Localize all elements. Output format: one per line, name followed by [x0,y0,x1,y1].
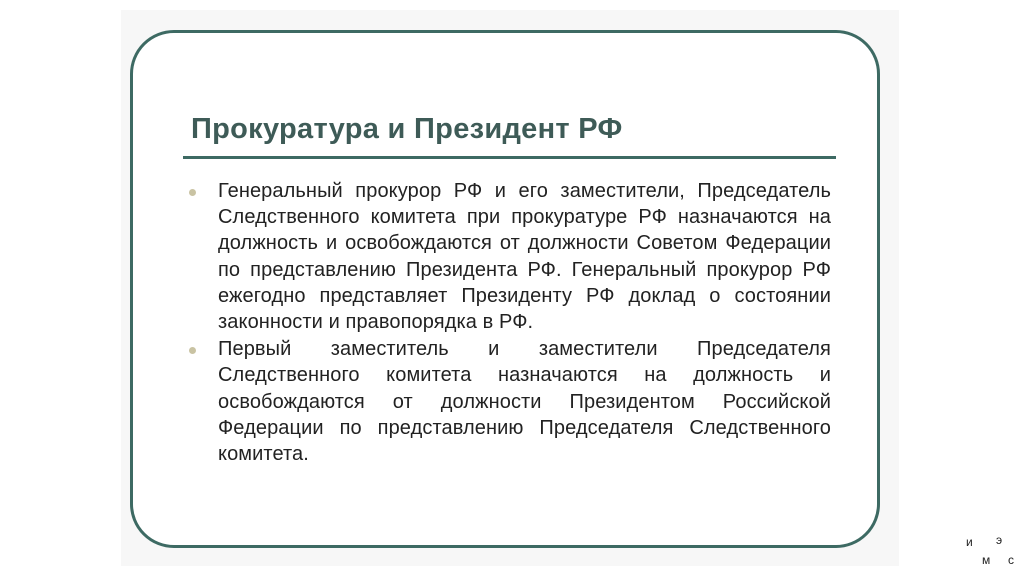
bullet-text: Первый заместитель и заместители Председателя Следственного комитета назначаются на должность и освобождаются от должности Президентом Российской Федерации по представлению Председателя Следственного комитета. [218,338,831,466]
watermark-letter: м [982,553,991,567]
bullet-item [186,178,831,335]
bullet-dot-icon [189,189,196,196]
watermark-letter: и [966,535,973,549]
watermark-logo [960,534,1016,568]
bullet-item [186,336,831,467]
bullet-text: Генеральный прокурор РФ и его заместители, Председатель Следственного комитета при прокуратуре РФ назначаются на должность и освобождаются от должности Советом Федерации по представлению Президента РФ. Генеральный прокурор РФ ежегодно представляет Президенту РФ доклад о состоянии законности и правопорядка в РФ. [218,180,831,334]
title-underline [183,156,836,159]
bullet-list [186,178,831,468]
bullet-dot-icon [189,347,196,354]
watermark-letter: с [1008,553,1014,567]
slide-title: Прокуратура и Президент РФ [191,113,623,145]
watermark-letter: э [996,533,1003,547]
